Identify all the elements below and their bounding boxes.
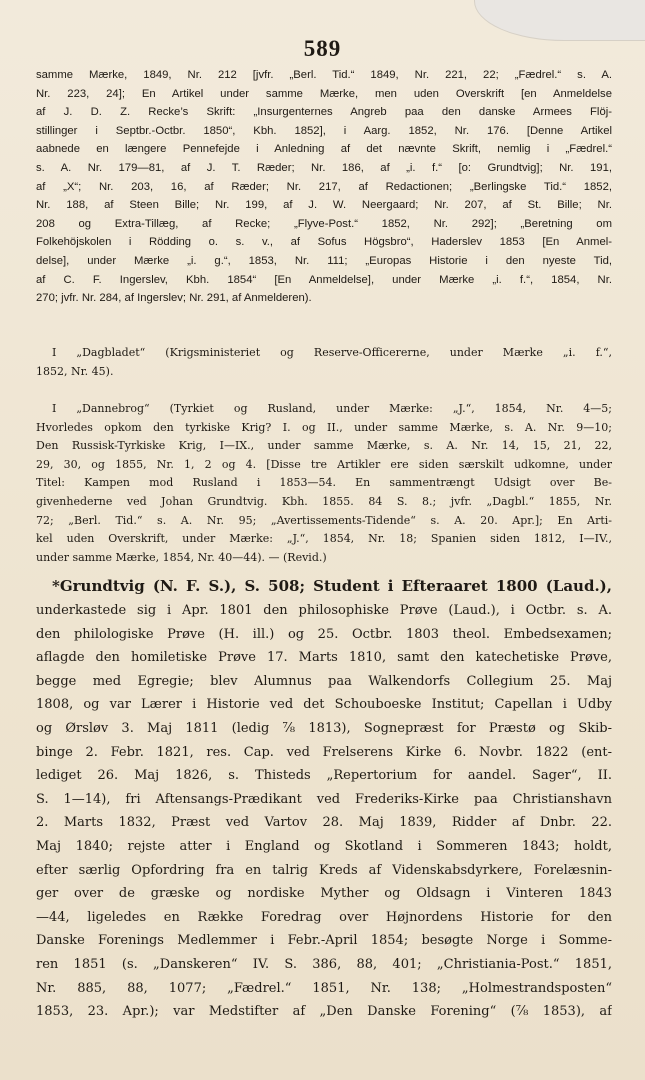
text-line: af J. D. Z. Recke’s Skrift: „Insurgenternes Angreb paa den danske Armees Flöj- [36, 106, 612, 119]
text-line: binge 2. Febr. 1821, res. Cap. ved Frelserens Kirke 6. Novbr. 1822 (ent- [36, 744, 612, 760]
text-line: I „Dannebrog“ (Tyrkiet og Rusland, under Mærke: „J.“, 1854, Nr. 4—5; [52, 402, 612, 415]
text-line: Folkehöjskolen i Rödding o. s. v., af Sofus Högsbro“, Haderslev 1853 [En Anmel- [36, 236, 612, 249]
text-line: ger over de græske og nordiske Myther og Oldsagn i Vinteren 1843 [36, 886, 612, 902]
text-line: Titel: Kampen mod Rusland i 1853—54. En sammentrængt Udsigt over Be- [36, 476, 612, 490]
text-line: givenhederne ved Johan Grundtvig. Kbh. 1855. 84 S. 8.; jvfr. „Dagbl.“ 1855, Nr. [36, 494, 612, 508]
text-line: stillinger i Septbr.-Octbr. 1850“, Kbh. 1852], i Aarg. 1852, Nr. 176. [Denne Artikel [36, 124, 612, 137]
text-line: og Ørsløv 3. Maj 1811 (ledig ⅞ 1813), Sognepræst for Præstø og Skib- [36, 720, 612, 736]
text-line: under samme Mærke, 1854, Nr. 40—44). — (Revid.) [36, 550, 327, 564]
text-line: efter særlig Opfordring fra en talrig Kreds af Videnskabsdyrkere, Forelæsnin- [36, 862, 612, 878]
text-line: Nr. 885, 88, 1077; „Fædrel.“ 1851, Nr. 138; „Holmestrandsposten“ [36, 980, 612, 996]
text-line: underkastede sig i Apr. 1801 den philosophiske Prøve (Laud.), i Octbr. s. A. [36, 603, 612, 618]
text-line: Hvorledes opkom den tyrkiske Krig? I. og II., under samme Mærke, s. A. Nr. 9—10; [36, 420, 612, 434]
text-line: af C. F. Ingerslev, Kbh. 1854“ [En Anmeldelse], under Mærke „i. f.“, 1854, Nr. [36, 273, 612, 286]
text-line: 1853, 23. Apr.); var Medstifter af „Den Danske Forening“ (⅞ 1853), af [36, 1004, 612, 1020]
text-line: S. 1—14), fri Aftensangs-Prædikant ved Frederiks-Kirke paa Christianshavn [36, 791, 612, 807]
paragraph-dagbladet [36, 344, 612, 381]
text-line: den philologiske Prøve (H. ill.) og 25. Octbr. 1803 theol. Embedsexamen; [36, 626, 612, 642]
text-line: 208 og Extra-Tillæg, af Recke; „Flyve-Post.“ 1852, Nr. 292]; „Beretning om [36, 217, 612, 230]
text-line: I „Dagbladet“ (Krigsministeriet og Reserve-Officererne, under Mærke „i. f.“, [52, 346, 612, 359]
text-line: 1852, Nr. 45). [36, 364, 114, 378]
text-line: Den Russisk-Tyrkiske Krig, I—IX., under samme Mærke, s. A. Nr. 14, 15, 21, 22, [36, 439, 612, 453]
page-number: 589 [303, 36, 342, 61]
text-line: begge med Egregie; blev Alumnus paa Walkendorfs Collegium 25. Maj [36, 673, 612, 689]
text-line: af „X“; Nr. 203, 16, af Ræder; Nr. 217, af Redactionen; „Berlingske Tid.“ 1852, [36, 180, 612, 193]
text-line: 29, 30, og 1855, Nr. 1, 2 og 4. [Disse tre Artikler ere siden særskilt udkomne, under [36, 457, 612, 471]
text-line: aabnede en længere Pennefejde i Anledning af det nævnte Skrift, nemlig i „Fædrel.“ [36, 143, 612, 156]
text-line: aflagde den homiletiske Prøve 17. Marts 1810, samt den katechetiske Prøve, [36, 650, 612, 666]
text-line: Nr. 188, af Steen Bille; Nr. 199, af J. W. Neergaard; Nr. 207, af St. Bille; Nr. [36, 199, 612, 212]
text-line: 1808, og var Lærer i Historie ved det Schouboeske Institut; Capellan i Udby [36, 697, 612, 713]
text-line: —44, ligeledes en Række Foredrag over Højnordens Historie for den [36, 909, 612, 925]
text-line: 270; jvfr. Nr. 284, af Ingerslev; Nr. 291, af Anmelderen). [36, 292, 312, 305]
text-line: 72; „Berl. Tid.“ s. A. Nr. 95; „Avertissements-Tidende“ s. A. 20. Apr.]; En Arti- [36, 513, 612, 527]
text-line: Maj 1840; rejste atter i England og Skotland i Sommeren 1843; holdt, [36, 838, 612, 854]
paragraph-continuation [36, 66, 612, 308]
text-line: delse], under Mærke „i. g.“, 1853, Nr. 111; „Europas Historie i den nyeste Tid, [36, 254, 612, 267]
text-line: ren 1851 (s. „Danskeren“ IV. S. 386, 88, 401; „Christiania-Post.“ 1851, [36, 956, 612, 972]
text-line: kel uden Overskrift, under Mærke: „J.“, 1854, Nr. 18; Spanien siden 1812, I—IV., [36, 532, 612, 546]
text-line: lediget 26. Maj 1826, s. Thisteds „Repertorium for aandel. Sager“, II. [36, 768, 612, 784]
text-line: Danske Forenings Medlemmer i Febr.-April 1854; besøgte Norge i Somme- [36, 933, 612, 949]
entry-grundtvig [36, 573, 612, 1024]
text-line: s. A. Nr. 179—81, af J. T. Ræder; Nr. 186, af „i. f.“ [o: Grundtvig]; Nr. 191, [36, 161, 612, 174]
text-line: samme Mærke, 1849, Nr. 212 [jvfr. „Berl. Tid.“ 1849, Nr. 221, 22; „Fædrel.“ s. A. [36, 69, 612, 81]
text-line: 2. Marts 1832, Præst ved Vartov 28. Maj 1839, Ridder af Dnbr. 22. [36, 815, 612, 831]
text-line: Nr. 223, 24]; En Artikel under samme Mærke, men uden Overskrift [en Anmeldelse [36, 87, 612, 100]
page-corner-fold [474, 0, 645, 41]
entry-heading-line: *Grundtvig (N. F. S.), S. 508; Student i Efteraaret 1800 (Laud.), [52, 577, 612, 595]
paragraph-dannebrog [36, 400, 612, 567]
